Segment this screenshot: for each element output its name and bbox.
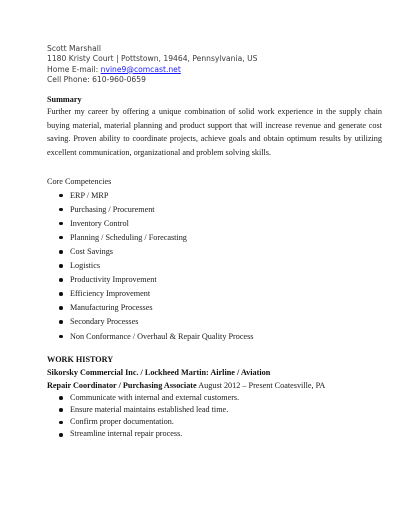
duty-text: Confirm proper documentation. bbox=[70, 417, 174, 427]
core-competencies-list bbox=[47, 189, 382, 344]
bullet-icon bbox=[59, 433, 63, 437]
list-item bbox=[47, 404, 382, 416]
competency-label: Productivity Improvement bbox=[70, 275, 157, 285]
competency-label: Secondary Processes bbox=[70, 317, 139, 327]
job-dates-location: August 2012 – Present Coatesville, PA bbox=[198, 380, 326, 390]
competency-label: Efficiency Improvement bbox=[70, 289, 151, 299]
list-item bbox=[47, 189, 382, 203]
contact-phone: Cell Phone: 610-960-0659 bbox=[47, 74, 146, 84]
employer-line: Sikorsky Commercial Inc. / Lockheed Martin: Airline / Aviation bbox=[47, 367, 271, 377]
job-title: Repair Coordinator / Purchasing Associate bbox=[47, 380, 197, 390]
bullet-icon bbox=[59, 320, 63, 324]
bullet-icon bbox=[59, 194, 63, 198]
bullet-icon bbox=[59, 208, 63, 212]
duty-text: Communicate with internal and external customers. bbox=[70, 392, 240, 402]
list-item bbox=[47, 273, 382, 287]
work-history-heading: WORK HISTORY bbox=[47, 354, 114, 364]
bullet-icon bbox=[59, 292, 63, 296]
list-item bbox=[47, 392, 382, 404]
competency-label: Planning / Scheduling / Forecasting bbox=[70, 232, 187, 242]
duty-text: Ensure material maintains established lead time. bbox=[70, 404, 229, 414]
list-item bbox=[47, 231, 382, 245]
core-competencies-heading: Core Competencies bbox=[47, 176, 112, 186]
list-item bbox=[47, 416, 382, 428]
list-item bbox=[47, 287, 382, 301]
bullet-icon bbox=[59, 236, 63, 240]
list-item bbox=[47, 245, 382, 259]
list-item bbox=[47, 428, 382, 440]
competency-label: Inventory Control bbox=[70, 218, 129, 228]
competency-label: Purchasing / Procurement bbox=[70, 204, 155, 214]
bullet-icon bbox=[59, 264, 63, 268]
list-item bbox=[47, 259, 382, 273]
competency-label: Non Conformance / Overhaul & Repair Quality Process bbox=[70, 331, 254, 341]
competency-label: Manufacturing Processes bbox=[70, 303, 153, 313]
duty-text: Streamline internal repair process. bbox=[70, 429, 183, 439]
list-item bbox=[47, 203, 382, 217]
list-item bbox=[47, 217, 382, 231]
bullet-icon bbox=[59, 396, 63, 400]
competency-label: Cost Savings bbox=[70, 246, 113, 256]
bullet-icon bbox=[59, 421, 63, 425]
bullet-icon bbox=[59, 335, 63, 339]
list-item bbox=[47, 315, 382, 329]
summary-text: Further my career by offering a unique combination of solid work experience in the supply chain buying material, material planning and product support that will increase revenue and generate cost saving. Proven ability to coordinate projects, achieve goals and obtain optimum results by utilizing excellent communication, organizational and problem solving skills. bbox=[47, 107, 382, 157]
contact-block bbox=[47, 44, 382, 85]
list-item bbox=[47, 330, 382, 344]
email-label: Home E-mail: bbox=[47, 64, 99, 74]
role-line bbox=[47, 381, 382, 390]
bullet-icon bbox=[59, 278, 63, 282]
competency-label: Logistics bbox=[70, 261, 101, 271]
email-link[interactable]: nvine9@comcast.net bbox=[100, 64, 181, 74]
summary-heading: Summary bbox=[47, 95, 82, 105]
bullet-icon bbox=[59, 222, 63, 226]
list-item bbox=[47, 301, 382, 315]
bullet-icon bbox=[59, 408, 63, 412]
bullet-icon bbox=[59, 250, 63, 254]
bullet-icon bbox=[59, 306, 63, 310]
contact-address: 1180 Kristy Court | Pottstown, 19464, Pennsylvania, US bbox=[47, 54, 258, 64]
competency-label: ERP / MRP bbox=[70, 190, 109, 200]
resume-page bbox=[47, 44, 382, 441]
contact-email-line bbox=[47, 65, 382, 75]
duties-list bbox=[47, 392, 382, 441]
contact-name: Scott Marshall bbox=[47, 44, 101, 53]
